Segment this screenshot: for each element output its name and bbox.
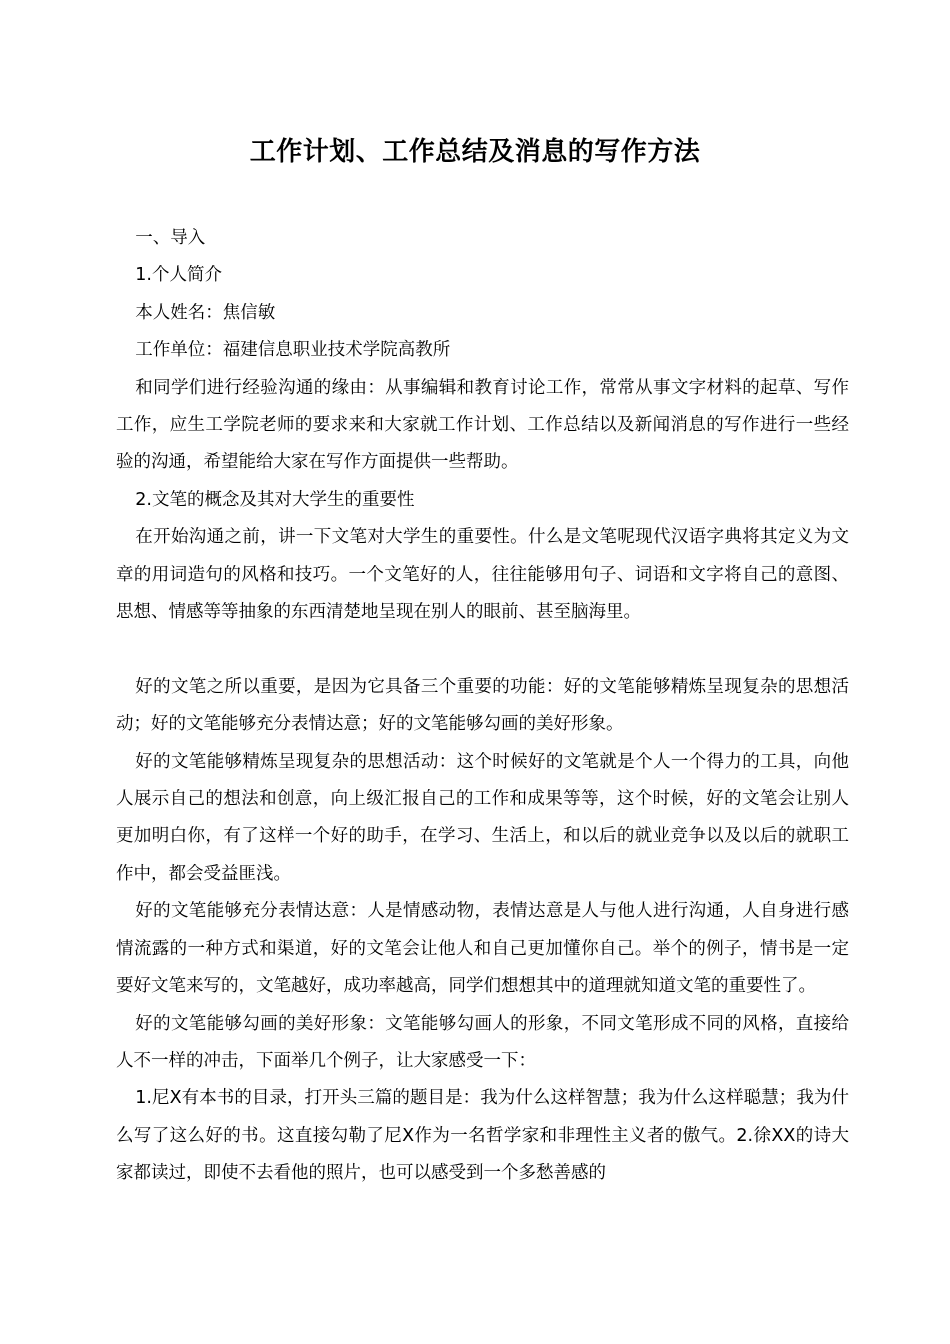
writing-definition-paragraph: 在开始沟通之前，讲一下文笔对大学生的重要性。什么是文笔呢现代汉语字典将其定义为文章的用词造句的风格和技巧。一个文笔好的人，往往能够用句子、词语和文字将自己的意图、思想、情感等等抽象的东西清楚地呈现在别人的眼前、甚至脑海里。 xyxy=(116,527,849,623)
function-image-paragraph: 好的文笔能够勾画的美好形象：文笔能够勾画人的形象，不同文笔形成不同的风格，直接给人不一样的冲击，下面举几个例子，让大家感受一下： xyxy=(116,1013,849,1071)
document-title: 工作计划、工作总结及消息的写作方法 xyxy=(249,137,701,167)
paragraph-gap xyxy=(116,631,849,668)
reason-paragraph: 和同学们进行经验沟通的缘由：从事编辑和教育讨论工作，常常从事文字材料的起草、写作工作，应生工学院老师的要求来和大家就工作计划、工作总结以及新闻消息的写作进行一些经验的沟通，希望能给大家在写作方面提供一些帮助。 xyxy=(116,377,849,473)
three-functions-paragraph: 好的文笔之所以重要，是因为它具备三个重要的功能：好的文笔能够精炼呈现复杂的思想活动；好的文笔能够充分表情达意；好的文笔能够勾画的美好形象。 xyxy=(116,676,849,735)
subheading-writing-importance: 2.文笔的概念及其对大学生的重要性 xyxy=(135,489,415,510)
document-body xyxy=(116,220,849,1193)
section-heading-intro: 一、导入 xyxy=(135,228,206,248)
author-name-line: 本人姓名：焦信敏 xyxy=(135,302,276,323)
work-unit-line: 工作单位：福建信息职业技术学院高教所 xyxy=(135,340,451,361)
examples-paragraph: 1.尼X有本书的目录，打开头三篇的题目是：我为什么这样智慧；我为什么这样聪慧；我为什么写了这么好的书。这直接勾勒了尼X作为一名哲学家和非理性主义者的傲气。2.徐XX的诗大家都读过，即使不去看他的照片，也可以感受到一个多愁善感的 xyxy=(116,1088,849,1184)
function-thought-paragraph: 好的文笔能够精炼呈现复杂的思想活动：这个时候好的文笔就是个人一个得力的工具，向他人展示自己的想法和创意，向上级汇报自己的工作和成果等等，这个时候，好的文笔会让别人更加明白你，有了这样一个好的助手，在学习、生活上，和以后的就业竞争以及以后的就职工作中，都会受益匪浅。 xyxy=(116,751,849,884)
subheading-personal-intro: 1.个人简介 xyxy=(135,265,222,286)
function-emotion-paragraph: 好的文笔能够充分表情达意：人是情感动物，表情达意是人与他人进行沟通，人自身进行感情流露的一种方式和渠道，好的文笔会让他人和自己更加懂你自己。举个的例子，情书是一定要好文笔来写的，文笔越好，成功率越高，同学们想想其中的道理就知道文笔的重要性了。 xyxy=(116,901,849,997)
